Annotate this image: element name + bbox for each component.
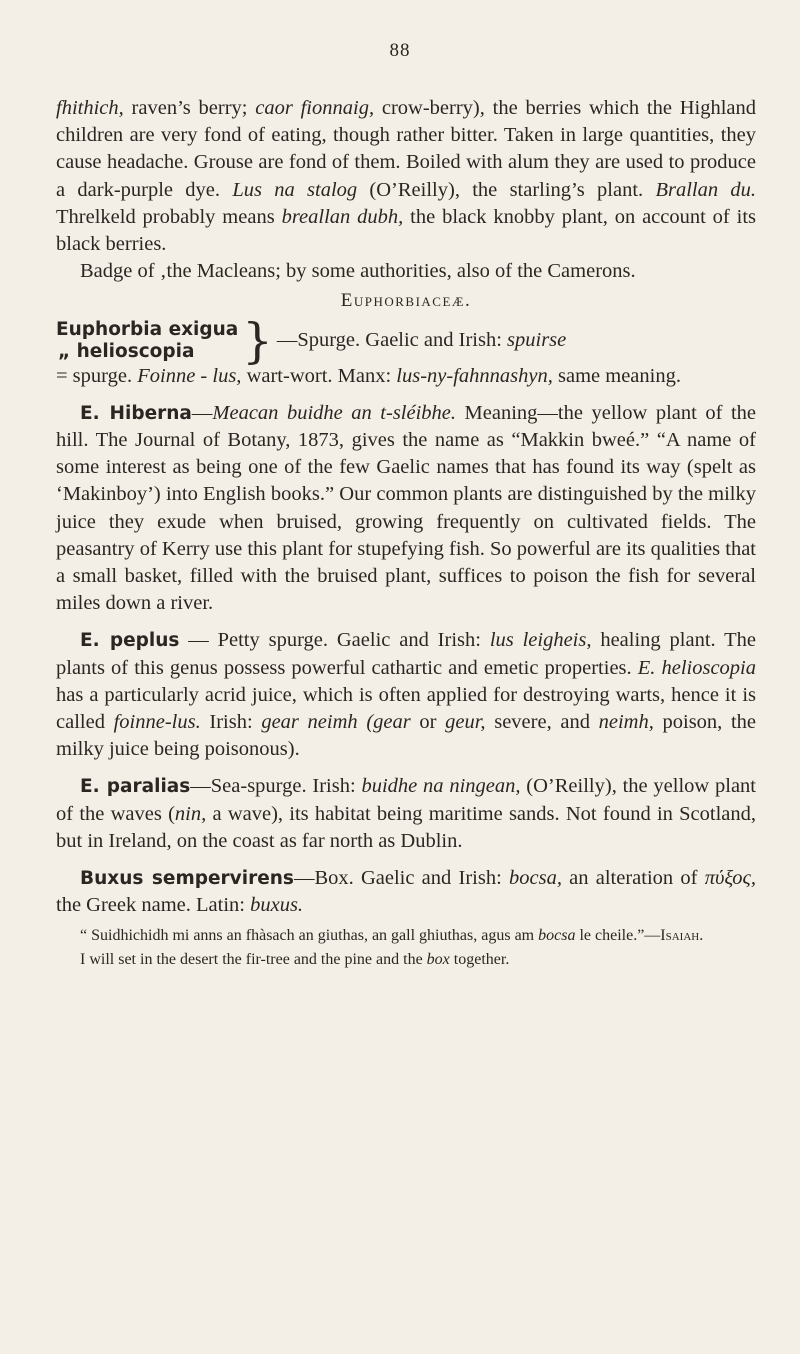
text: the black knobby plant, on account of its black berries.: [56, 205, 757, 256]
text: has a particularly acrid juice, which is often applied for destroying warts, hence it is called: [56, 683, 756, 734]
text: crow-berry), the berries which the Highland children are very fond of eating, though rather bitter. Taken in large quantities, they cause headache. Grouse are fond of them. Boiled with alum they are used to produce a dark-purple dye.: [56, 97, 756, 201]
text: Threlkeld probably means: [56, 205, 282, 228]
text: a wave), its habitat being maritime sands. Not found in Scotland, but in Ireland, on the coast as far north as Dublin.: [56, 802, 756, 852]
text: I will set in the desert the fir-tree and the pine and the: [80, 951, 427, 969]
term: lus leigheis,: [489, 629, 592, 652]
term-breallan-dubh: breallan dubh,: [281, 205, 404, 228]
page-number: 88: [389, 40, 411, 61]
term: gear neimh (gear: [261, 711, 411, 734]
paragraph-crowberry: [56, 95, 756, 258]
synonymy-common: [277, 327, 566, 354]
text: same meaning.: [552, 364, 681, 387]
term-spuirse: spuirse: [507, 329, 567, 352]
text: raven’s berry;: [123, 97, 256, 119]
species-names: [56, 319, 238, 363]
text: severe, and: [485, 711, 599, 734]
text: —: [191, 401, 213, 424]
text: or: [410, 711, 446, 734]
species-name: E. Hiberna: [80, 402, 192, 424]
term: bocsa: [538, 927, 576, 945]
term-foinne-lus: Foinne - lus,: [137, 364, 242, 387]
term-manx: lus-ny-fahnnashyn,: [396, 364, 553, 387]
term: buxus.: [250, 894, 304, 917]
quote-english: [56, 949, 756, 971]
text: healing plant. The plants of this genus possess powerful cathartic and emetic properties.: [56, 629, 757, 679]
text: (O’Reilly), the yellow plant of the waves (: [56, 775, 757, 825]
text: — Petty spurge. Gaelic and Irish:: [179, 629, 490, 652]
text: “ Suidhichidh mi anns an fhàsach an giuthas, an gall ghiuthas, agus am: [80, 927, 539, 945]
page-body: [56, 95, 756, 971]
text: = spurge.: [56, 364, 138, 387]
term-caor-fionnaig: caor fionnaig,: [255, 97, 375, 119]
species-name: Euphorbia exigua: [56, 318, 239, 340]
term: geur,: [445, 711, 486, 734]
text: le cheile.”—: [575, 927, 661, 945]
text: Meaning—the yellow plant of the hill. The Journal of Botany, 1873, gives the name as “Makkin bweé.” “A name of some interest as being one of the few Gaelic names that has found its way (spelt as ‘Makinboy’) into English books.” Our common plants are distinguished by the milky juice they exude when bruised, growing frequently on cultivated fields. The peasantry of Kerry use this plant for stupefying fish. So powerful are its qualities that a small basket, filled with the bruised plant, suffices to poison the fish for several miles down a river.: [56, 401, 756, 615]
brace: }: [242, 312, 273, 369]
entry-buxus: [56, 865, 756, 919]
species-name: Buxus sempervirens: [80, 868, 294, 890]
term-lus-na-stalog: Lus na stalog: [232, 178, 358, 201]
entry-hiberna: [56, 400, 756, 618]
text: Irish:: [200, 711, 262, 734]
species-name: E. peplus: [80, 630, 180, 652]
quote-gaelic: [56, 925, 756, 947]
synonymy-block: [56, 312, 756, 369]
term-meacan: Meacan buidhe an t-sléibhe.: [212, 401, 457, 424]
term: E. helioscopia: [637, 656, 756, 679]
quote-source: Isaiah.: [660, 927, 704, 945]
text: the Greek name. Latin:: [56, 894, 251, 917]
text: —Spurge. Gaelic and Irish:: [276, 329, 508, 352]
text: wart-wort. Manx:: [241, 364, 397, 387]
entry-peplus: [56, 627, 756, 763]
text: poison, the milky juice being poisonous).: [56, 711, 756, 761]
term: buidhe na ningean,: [361, 775, 521, 798]
term-brallan-du: Brallan du.: [655, 178, 756, 201]
text: —Sea-spurge. Irish:: [190, 775, 362, 798]
section-heading: Euphorbiaceæ.: [340, 290, 472, 312]
paragraph-spurge: [56, 363, 756, 390]
text: —Box. Gaelic and Irish:: [293, 867, 509, 890]
term: neimh,: [598, 711, 654, 734]
paragraph-badge: Badge of ‚the Macleans; by some authorities, also of the Camerons.: [80, 260, 636, 283]
term-fhithich: fhithich,: [56, 97, 124, 119]
term: foinne-lus.: [113, 711, 201, 734]
text: together.: [449, 951, 510, 969]
term: box: [426, 951, 450, 969]
term-greek: πύξος,: [704, 867, 756, 890]
term: bocsa,: [509, 867, 562, 890]
text: an alteration of: [561, 867, 705, 890]
text: (O’Reilly), the starling’s plant.: [357, 178, 656, 201]
term: nin,: [174, 802, 207, 825]
species-name: E. paralias: [80, 776, 191, 798]
species-name: „ helioscopia: [58, 340, 195, 362]
entry-paralias: [56, 773, 756, 855]
